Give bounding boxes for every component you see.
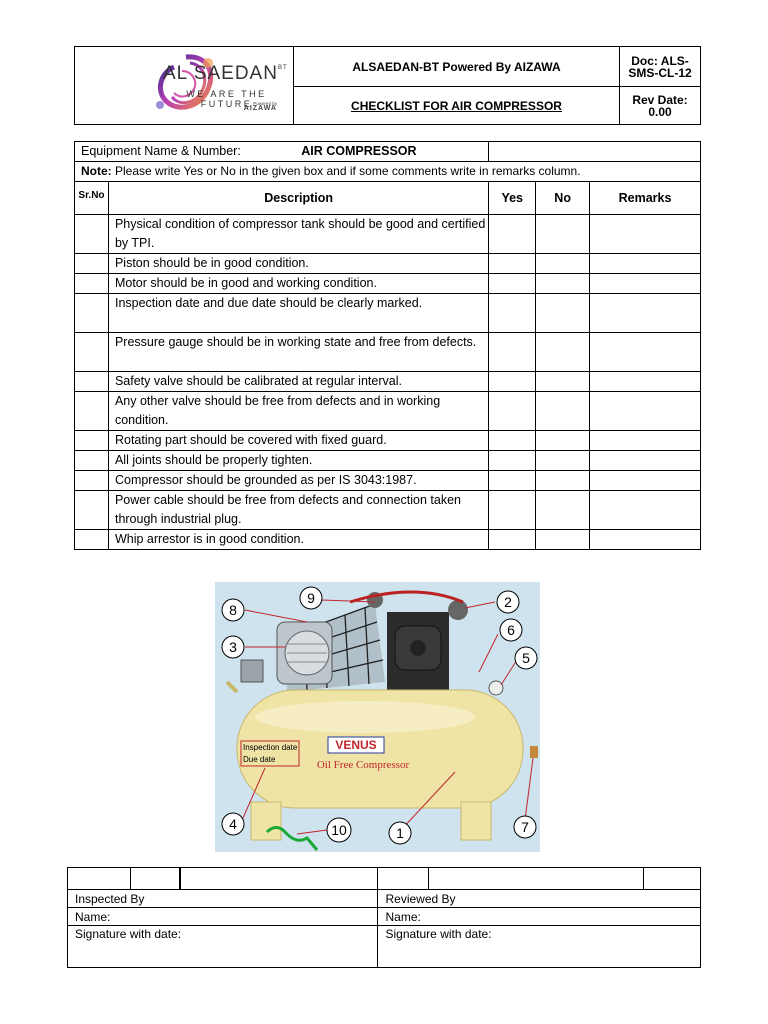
callout-8 bbox=[222, 599, 244, 621]
svg-text:1: 1 bbox=[396, 825, 404, 841]
svg-text:9: 9 bbox=[307, 590, 315, 606]
sr-cell bbox=[75, 294, 109, 333]
item-description: Rotating part should be covered with fixed guard. bbox=[108, 431, 488, 451]
svg-text:5: 5 bbox=[522, 650, 530, 666]
inspection-date-label: Inspection date bbox=[243, 743, 298, 752]
sr-cell bbox=[75, 372, 109, 392]
yes-cell[interactable] bbox=[489, 254, 536, 274]
powered-by bbox=[244, 101, 277, 111]
item-description: Whip arrestor is in good condition. bbox=[108, 530, 488, 550]
equipment-row bbox=[75, 142, 489, 162]
table-row bbox=[75, 274, 701, 294]
callout-4 bbox=[222, 813, 244, 835]
table-row bbox=[75, 254, 701, 274]
no-cell[interactable] bbox=[536, 431, 590, 451]
sr-cell bbox=[75, 471, 109, 491]
yes-cell[interactable] bbox=[489, 392, 536, 431]
callout-10 bbox=[327, 818, 351, 842]
brand-tagline: WE ARE THE FUTURE bbox=[186, 89, 267, 109]
sr-cell bbox=[75, 215, 109, 254]
note-row bbox=[75, 162, 701, 182]
inspector-signature-field[interactable]: Signature with date: bbox=[68, 926, 378, 968]
table-row bbox=[75, 491, 701, 530]
no-cell[interactable] bbox=[536, 530, 590, 550]
blank-cell bbox=[68, 868, 131, 890]
svg-text:2: 2 bbox=[504, 594, 512, 610]
yes-cell[interactable] bbox=[489, 372, 536, 392]
svg-text:10: 10 bbox=[331, 822, 347, 838]
item-description: Inspection date and due date should be clearly marked. bbox=[108, 294, 488, 333]
yes-cell[interactable] bbox=[489, 215, 536, 254]
table-row bbox=[75, 215, 701, 254]
document-header bbox=[74, 46, 701, 125]
no-cell[interactable] bbox=[536, 294, 590, 333]
no-cell[interactable] bbox=[536, 471, 590, 491]
blank-cell bbox=[378, 868, 429, 890]
air-compressor-image bbox=[215, 582, 540, 852]
item-description: Motor should be in good and working condition. bbox=[108, 274, 488, 294]
item-description: All joints should be properly tighten. bbox=[108, 451, 488, 471]
sr-cell bbox=[75, 333, 109, 372]
reviewed-by-label: Reviewed By bbox=[378, 890, 701, 908]
reviewer-signature-field[interactable]: Signature with date: bbox=[378, 926, 701, 968]
no-cell[interactable] bbox=[536, 392, 590, 431]
svg-text:8: 8 bbox=[229, 602, 237, 618]
company-logo-cell bbox=[75, 47, 294, 125]
swirl-logo-icon bbox=[146, 49, 226, 121]
blank-cell bbox=[180, 868, 378, 890]
callout-2 bbox=[497, 591, 519, 613]
powered-by-label: Powered by bbox=[253, 101, 277, 106]
motor bbox=[277, 622, 332, 684]
yes-cell[interactable] bbox=[489, 431, 536, 451]
note-text: Please write Yes or No in the given box and if some comments write in remarks column. bbox=[111, 164, 581, 178]
col-remarks: Remarks bbox=[590, 182, 701, 215]
item-description: Any other valve should be free from defects and in working condition. bbox=[108, 392, 488, 431]
remarks-cell[interactable] bbox=[590, 431, 701, 451]
callout-6 bbox=[500, 619, 522, 641]
yes-cell[interactable] bbox=[489, 471, 536, 491]
table-row bbox=[75, 333, 701, 372]
yes-cell[interactable] bbox=[489, 451, 536, 471]
pressure-gauge-icon bbox=[489, 681, 503, 695]
col-yes: Yes bbox=[489, 182, 536, 215]
callout-9 bbox=[300, 587, 322, 609]
yes-cell[interactable] bbox=[489, 333, 536, 372]
checklist-title: CHECKLIST FOR AIR COMPRESSOR bbox=[294, 87, 620, 125]
table-row bbox=[75, 471, 701, 491]
table-row bbox=[75, 392, 701, 431]
no-cell[interactable] bbox=[536, 491, 590, 530]
blank-cell bbox=[644, 868, 701, 890]
col-description: Description bbox=[108, 182, 488, 215]
document-title: ALSAEDAN-BT Powered By AIZAWA bbox=[294, 47, 620, 87]
brand-sup: BT bbox=[277, 65, 288, 71]
yes-cell[interactable] bbox=[489, 294, 536, 333]
item-description: Safety valve should be calibrated at regular interval. bbox=[108, 372, 488, 392]
equipment-value: AIR COMPRESSOR bbox=[301, 144, 417, 158]
column-header-row bbox=[75, 182, 701, 215]
no-cell[interactable] bbox=[536, 451, 590, 471]
remarks-cell[interactable] bbox=[590, 215, 701, 254]
svg-text:3: 3 bbox=[229, 639, 237, 655]
note-label: Note: bbox=[81, 164, 112, 178]
brand-text: VENUS bbox=[335, 738, 377, 752]
remarks-cell[interactable] bbox=[590, 254, 701, 274]
remarks-cell[interactable] bbox=[590, 392, 701, 431]
item-description: Compressor should be grounded as per IS 3043:1987. bbox=[108, 471, 488, 491]
rev-date: Rev Date: 0.00 bbox=[620, 87, 701, 125]
item-description: Physical condition of compressor tank should be good and certified by TPI. bbox=[108, 215, 488, 254]
table-row bbox=[75, 451, 701, 471]
sr-cell bbox=[75, 530, 109, 550]
svg-text:7: 7 bbox=[521, 819, 529, 835]
sr-cell bbox=[75, 274, 109, 294]
table-row bbox=[75, 372, 701, 392]
table-row bbox=[75, 431, 701, 451]
sr-cell bbox=[75, 392, 109, 431]
remarks-cell[interactable] bbox=[590, 274, 701, 294]
svg-text:4: 4 bbox=[229, 816, 237, 832]
inspected-by-label: Inspected By bbox=[68, 890, 378, 908]
sr-cell bbox=[75, 451, 109, 471]
item-description: Power cable should be free from defects and connection taken through industrial plug. bbox=[108, 491, 488, 530]
col-no: No bbox=[536, 182, 590, 215]
remarks-cell[interactable] bbox=[590, 530, 701, 550]
sr-cell bbox=[75, 431, 109, 451]
sr-cell bbox=[75, 491, 109, 530]
sr-cell bbox=[75, 254, 109, 274]
yes-cell[interactable] bbox=[489, 491, 536, 530]
signoff-table bbox=[67, 867, 701, 968]
table-row bbox=[75, 530, 701, 550]
remarks-cell[interactable] bbox=[590, 491, 701, 530]
remarks-cell[interactable] bbox=[590, 294, 701, 333]
blank-cell bbox=[130, 868, 180, 890]
callout-3 bbox=[222, 636, 244, 658]
pressure-switch bbox=[241, 660, 263, 682]
doc-number: Doc: ALS-SMS-CL-12 bbox=[620, 47, 701, 87]
yes-cell[interactable] bbox=[489, 530, 536, 550]
drain-valve bbox=[530, 746, 538, 758]
blank-cell bbox=[429, 868, 644, 890]
reviewer-name-field[interactable]: Name: bbox=[378, 908, 701, 926]
equipment-label: Equipment Name & Number: bbox=[81, 144, 241, 158]
brand-name: AL SAEDAN bbox=[163, 63, 278, 84]
no-cell[interactable] bbox=[536, 333, 590, 372]
company-logo bbox=[81, 49, 291, 121]
no-cell[interactable] bbox=[536, 274, 590, 294]
item-description: Piston should be in good condition. bbox=[108, 254, 488, 274]
inspector-name-field[interactable]: Name: bbox=[68, 908, 378, 926]
svg-text:6: 6 bbox=[507, 622, 515, 638]
no-cell[interactable] bbox=[536, 215, 590, 254]
col-sr-no: Sr.No bbox=[75, 182, 109, 215]
powered-by-name: AIZAWA bbox=[243, 105, 277, 112]
remarks-cell[interactable] bbox=[590, 333, 701, 372]
equipment-value-cell[interactable] bbox=[301, 142, 701, 162]
remarks-cell[interactable] bbox=[590, 372, 701, 392]
no-cell[interactable] bbox=[536, 254, 590, 274]
due-date-label: Due date bbox=[243, 755, 276, 764]
no-cell[interactable] bbox=[536, 372, 590, 392]
callout-7 bbox=[514, 816, 536, 838]
product-text: Oil Free Compressor bbox=[316, 759, 410, 771]
callout-5 bbox=[515, 647, 537, 669]
table-row bbox=[75, 294, 701, 333]
callout-1 bbox=[389, 822, 411, 844]
remarks-cell[interactable] bbox=[590, 471, 701, 491]
remarks-cell[interactable] bbox=[590, 451, 701, 471]
checklist-table bbox=[74, 141, 701, 550]
item-description: Pressure gauge should be in working state and free from defects. bbox=[108, 333, 488, 372]
yes-cell[interactable] bbox=[489, 274, 536, 294]
